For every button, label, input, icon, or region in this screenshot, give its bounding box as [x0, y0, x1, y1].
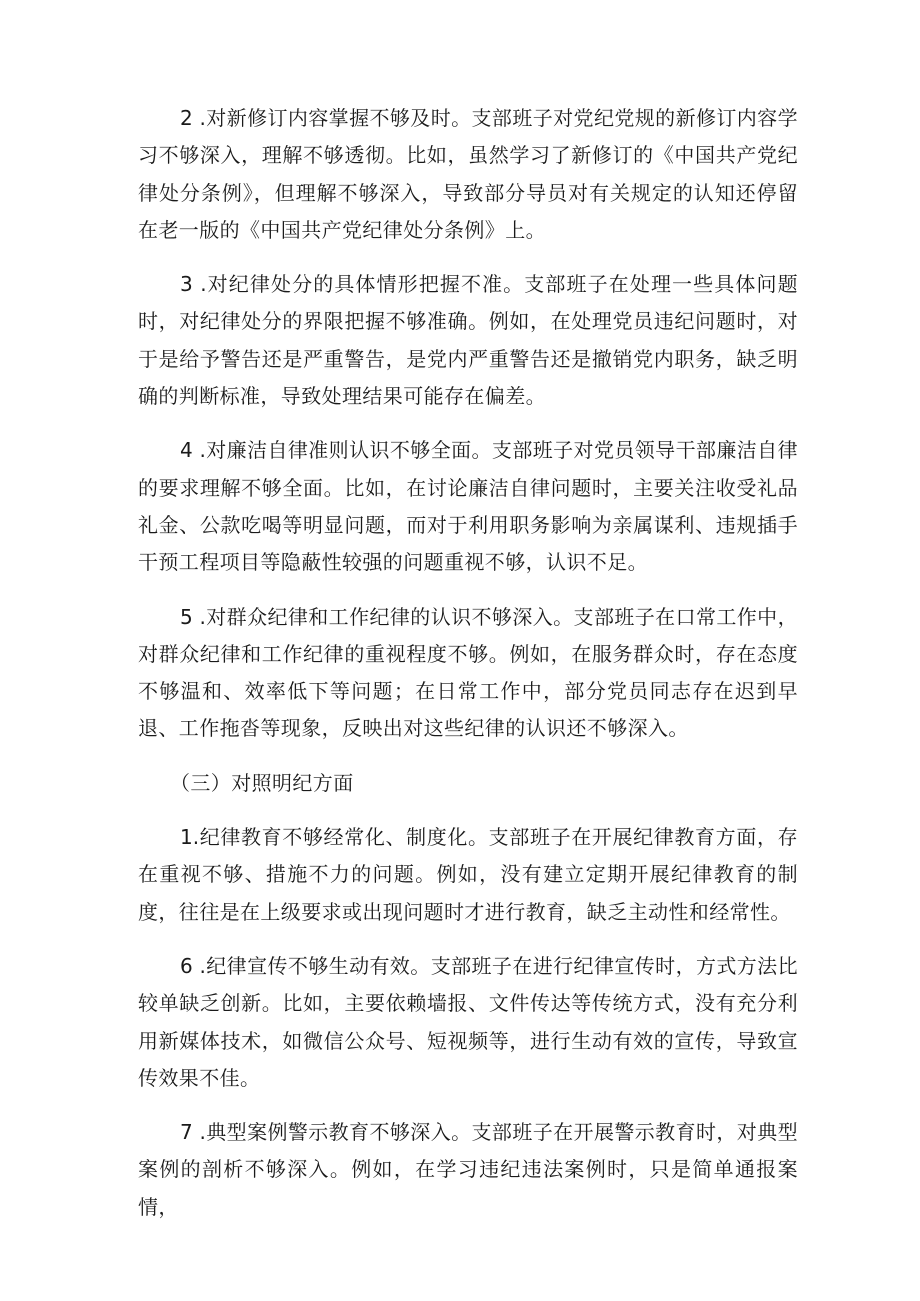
paragraph-number: 6 [180, 953, 193, 978]
paragraph-number: 7 [180, 1120, 193, 1145]
paragraph-number: 1 [180, 825, 193, 850]
paragraph-text: .典型案例警示教育不够深入。支部班子在开展警示教育时，对典型案例的剖析不够深入。例如，在学习违纪违法案例时，只是简单通报案情， [138, 1120, 798, 1219]
paragraph-text: .对廉洁自律准则认识不够全面。支部班子对党员领导干部廉洁自律的要求理解不够全面。比如，在讨论廉洁自律问题时，主要关注收受礼品礼金、公款吃喝等明显问题，而对于利用职务影响为亲属谋利、违规插手干预工程项目等隐蔽性较强的问题重视不够，认识不足。 [138, 438, 798, 575]
paragraph-item-1 [138, 819, 798, 931]
document-body [138, 100, 798, 1243]
paragraph-item-5 [138, 599, 798, 748]
paragraph-number: 2 [180, 106, 193, 130]
paragraph-number: 4 [180, 438, 193, 463]
paragraph-text: .纪律宣传不够生动有效。支部班子在进行纪律宣传时，方式方法比较单缺乏创新。比如，主要依赖墙报、文件传达等传统方式，没有充分利用新媒体技术，如微信公众号、短视频等，进行生动有效的宣传，导致宣传效果不佳。 [138, 953, 798, 1090]
paragraph-item-7 [138, 1114, 798, 1226]
paragraph-item-3 [138, 266, 798, 415]
paragraph-text: .纪律教育不够经常化、制度化。支部班子在开展纪律教育方面，存在重视不够、措施不力的问题。例如，没有建立定期开展纪律教育的制度，往往是在上级要求或出现问题时才进行教育，缺乏主动性和经常性。 [138, 825, 798, 924]
paragraph-number: 5 [180, 604, 193, 629]
section-heading: （三）对照明纪方面 [170, 770, 354, 795]
paragraph-text: .对新修订内容掌握不够及时。支部班子对党纪党规的新修订内容学习不够深入，理解不够透彻。比如，虽然学习了新修订的《中国共产党纪律处分条例》，但理解不够深入，导致部分导员对有关规定的认知还停留在老一版的《中国共产党纪律处分条例》上。 [138, 106, 798, 242]
paragraph-item-2 [138, 100, 798, 249]
paragraph-number: 3 [180, 272, 193, 297]
paragraph-text: .对群众纪律和工作纪律的认识不够深入。支部班子在口常工作中，对群众纪律和工作纪律的重视程度不够。例如，在服务群众时，存在态度不够温和、效率低下等问题；在日常工作中，部分党员同志存在迟到早退、工作拖沓等现象，反映出对这些纪律的认识还不够深入。 [138, 604, 798, 741]
paragraph-item-6 [138, 948, 798, 1097]
paragraph-text: .对纪律处分的具体情形把握不准。支部班子在处理一些具体问题时，对纪律处分的界限把握不够准确。例如，在处理党员违纪问题时，对于是给予警告还是严重警告，是党内严重警告还是撤销党内职务，缺乏明确的判断标准，导致处理结果可能存在偏差。 [138, 272, 798, 409]
paragraph-item-4 [138, 432, 798, 581]
